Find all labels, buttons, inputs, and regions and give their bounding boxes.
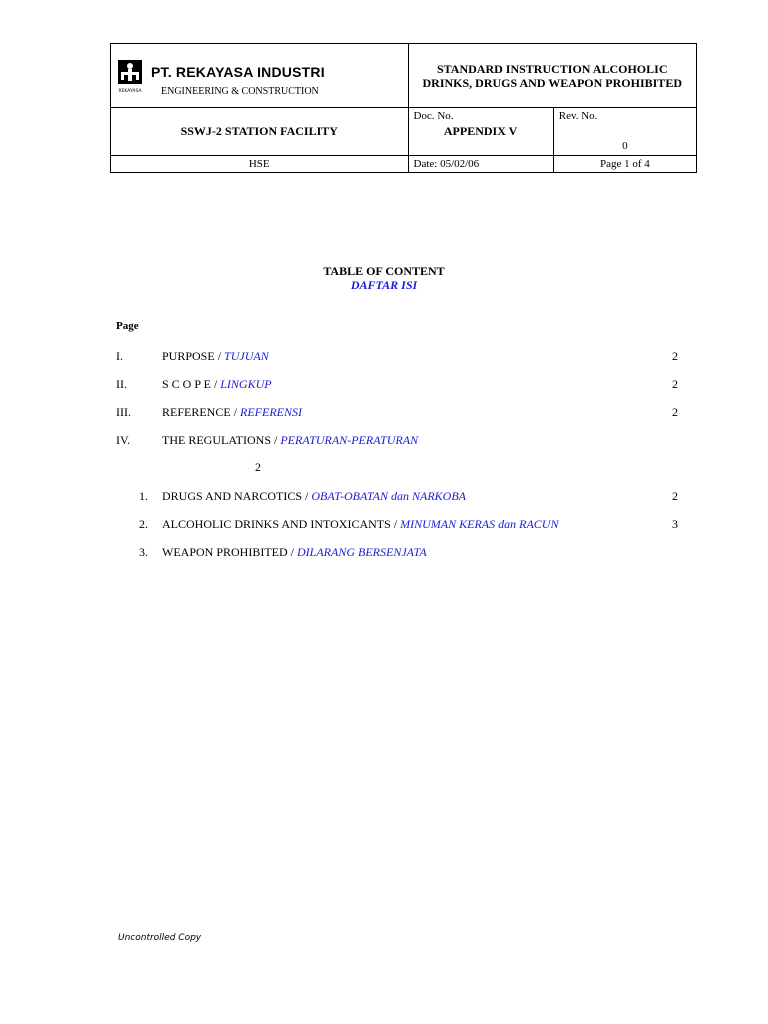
toc-item-page: 2 bbox=[672, 405, 678, 419]
document-title: STANDARD INSTRUCTION ALCOHOLIC DRINKS, DRUGS AND WEAPON PROHIBITED bbox=[408, 44, 697, 108]
toc-item-page: 2 bbox=[672, 377, 678, 391]
toc-item-page: 2 bbox=[672, 349, 678, 363]
toc-item-text: THE REGULATIONS / PERATURAN-PERATURAN bbox=[162, 433, 419, 447]
rev-no-label: Rev. No. bbox=[558, 110, 598, 122]
toc-item-number: III. bbox=[116, 405, 131, 419]
logo-caption: REKAYASA bbox=[118, 89, 142, 94]
toc-subitem-number: 1. bbox=[139, 489, 148, 503]
toc-title: TABLE OF CONTENT bbox=[323, 264, 445, 278]
company-logo-icon bbox=[117, 59, 143, 95]
project-name: SSWJ-2 STATION FACILITY bbox=[111, 108, 409, 156]
toc-subitem-text: DRUGS AND NARCOTICS / OBAT-OBATAN dan NARKOBA bbox=[162, 489, 467, 503]
toc-subtitle: DAFTAR ISI bbox=[350, 278, 418, 292]
toc-item-number: II. bbox=[116, 377, 127, 391]
page-column-label: Page bbox=[116, 320, 139, 332]
toc-subitem-number: 3. bbox=[139, 545, 148, 559]
document-date: Date: 05/02/06 bbox=[408, 156, 553, 173]
document-header bbox=[110, 43, 697, 173]
toc-item-text: PURPOSE / TUJUAN bbox=[162, 349, 269, 363]
toc-subitem[interactable] bbox=[0, 517, 768, 533]
doc-no-label: Doc. No. bbox=[413, 110, 454, 122]
department: HSE bbox=[111, 156, 409, 173]
toc-subitem-page: 2 bbox=[672, 489, 678, 503]
company-subtitle: ENGINEERING & CONSTRUCTION bbox=[161, 86, 319, 97]
toc-item[interactable] bbox=[0, 377, 768, 393]
toc-subitem-text: ALCOHOLIC DRINKS AND INTOXICANTS / MINUMAN KERAS dan RACUN bbox=[162, 517, 559, 531]
page-number: Page 1 of 4 bbox=[553, 156, 696, 173]
company-cell bbox=[111, 44, 409, 108]
doc-no-cell bbox=[408, 108, 553, 156]
toc-subitem[interactable] bbox=[0, 545, 768, 561]
toc-subitem[interactable] bbox=[0, 489, 768, 505]
toc-item[interactable] bbox=[0, 349, 768, 365]
toc-item[interactable] bbox=[0, 433, 768, 449]
toc-item-text: REFERENCE / REFERENSI bbox=[162, 405, 302, 419]
toc-subitem-text: WEAPON PROHIBITED / DILARANG BERSENJATA bbox=[162, 545, 427, 559]
toc-item[interactable] bbox=[0, 405, 768, 421]
regulations-page-number: 2 bbox=[255, 460, 261, 474]
toc-item-number: I. bbox=[116, 349, 123, 363]
toc-item-text: S C O P E / LINGKUP bbox=[162, 377, 272, 391]
toc-subitem-page: 3 bbox=[672, 517, 678, 531]
rev-no-cell bbox=[553, 108, 696, 156]
doc-no-value: APPENDIX V bbox=[443, 124, 518, 138]
toc-subitem-number: 2. bbox=[139, 517, 148, 531]
toc-item-number: IV. bbox=[116, 433, 131, 447]
rev-no-value: 0 bbox=[622, 140, 628, 152]
uncontrolled-copy-footer: Uncontrolled Copy bbox=[118, 933, 202, 943]
company-name: PT. REKAYASA INDUSTRI bbox=[151, 64, 325, 80]
